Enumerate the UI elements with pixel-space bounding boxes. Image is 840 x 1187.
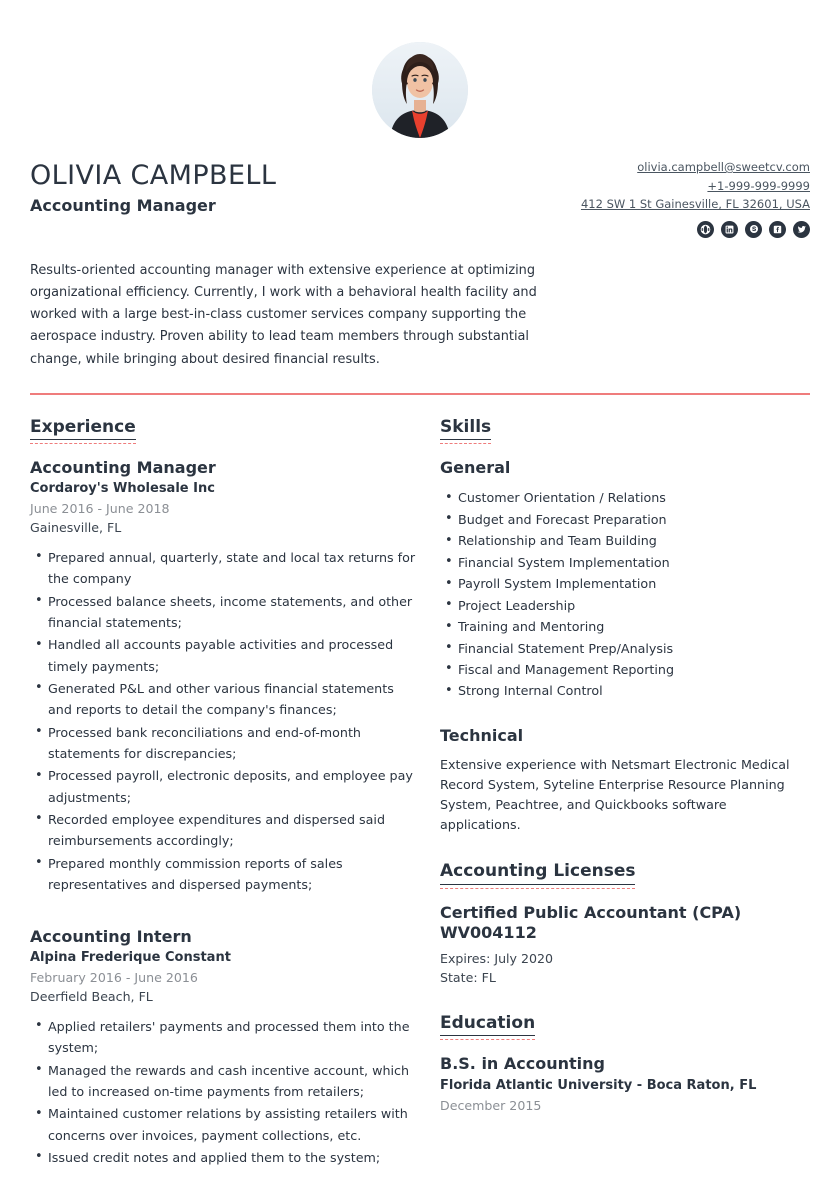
list-item: • Project Leadership [458,595,810,616]
right-column [435,417,810,1169]
experience-entry [30,927,417,1168]
avatar [372,42,468,138]
contact-phone[interactable]: +1-999-999-9999 [707,178,810,193]
twitter-icon[interactable] [793,221,810,238]
linkedin-icon[interactable] [721,221,738,238]
list-item: • Customer Orientation / Relations [458,487,810,508]
section-heading-skills: Skills [440,418,491,441]
experience-title: Accounting Intern [30,927,192,947]
section-education [440,1013,810,1116]
list-item: • Generated P&L and other various financial statements and reports to detail the company's finances; [48,678,417,721]
education-entry [440,1054,810,1116]
education-date: December 2015 [440,1098,542,1114]
section-heading-experience: Experience [30,418,136,441]
social-links [581,221,810,238]
profile-summary: Results-oriented accounting manager with extensive experience at optimizing organizational efficiency. Currently, I work with a behavioral health facility and worked with a large best-in-class customer services company supporting the aerospace industry. Proven ability to lead team members through substantial change, while bringing about desired financial results. [30,262,537,367]
job-title: Accounting Manager [30,195,216,215]
list-item: • Prepared annual, quarterly, state and local tax returns for the company [48,547,417,590]
general-skill-list [440,487,810,702]
license-title: Certified Public Accountant (CPA) WV004112 [440,902,742,942]
technical-description: Extensive experience with Netsmart Electronic Medical Record System, Syteline Enterprise Resource Planning System, Peachtree, and Quickbooks software applications. [440,756,790,833]
facebook-icon[interactable] [769,221,786,238]
section-licenses [440,861,810,987]
licenses-body [440,885,810,987]
experience-bullets [30,1016,417,1168]
contact-email[interactable]: olivia.campbell@sweetcv.com [637,160,810,174]
list-item: • Recorded employee expenditures and dispersed said reimbursements accordingly; [48,809,417,852]
skype-icon[interactable] [745,221,762,238]
experience-title: Accounting Manager [30,458,216,478]
page-title: OLIVIA CAMPBELL [30,160,277,191]
license-meta [440,950,810,987]
experience-organization: Cordaroy's Wholesale Inc [30,481,215,497]
profile-photo-container [30,0,810,138]
list-item: • Strong Internal Control [458,680,810,701]
experience-dates: June 2016 - June 2018 [30,501,170,517]
experience-organization: Alpina Frederique Constant [30,950,231,966]
resume-header [30,138,810,238]
section-experience [30,417,417,1168]
education-degree: B.S. in Accounting [440,1054,605,1074]
education-school: Florida Atlantic University - Boca Raton, FL [440,1078,757,1094]
section-skills [440,417,810,835]
skills-technical [440,726,810,835]
avatar-illustration [372,42,468,138]
experience-location: Gainesville, FL [30,520,122,536]
list-item: • Processed bank reconciliations and end-of-month statements for discrepancies; [48,722,417,765]
section-heading-education: Education [440,1014,535,1037]
website-icon[interactable] [697,221,714,238]
list-item: • Issued credit notes and applied them to the system; [48,1147,417,1168]
list-item: • Budget and Forecast Preparation [458,509,810,530]
skills-body [440,440,810,835]
list-item: • Training and Mentoring [458,616,810,637]
education-body [440,1036,810,1116]
section-heading-licenses: Accounting Licenses [440,862,635,885]
list-item: • Relationship and Team Building [458,530,810,551]
left-column [30,417,435,1169]
list-item: • Applied retailers' payments and processed them into the system; [48,1016,417,1059]
contact-address[interactable]: 412 SW 1 St Gainesville, FL 32601, USA [580,197,810,212]
subheading-general: General [440,458,511,478]
license-entry [440,903,810,987]
contact-block [581,156,810,238]
experience-bullets [30,547,417,895]
list-item: • Handled all accounts payable activities and processed timely payments; [48,634,417,677]
list-item: • Processed payroll, electronic deposits, and employee pay adjustments; [48,765,417,808]
list-item: • Fiscal and Management Reporting [458,659,810,680]
list-item: • Prepared monthly commission reports of sales representatives and dispersed payments; [48,853,417,896]
list-item: • Managed the rewards and cash incentive account, which led to increased on-time payments from retailers; [48,1060,417,1103]
license-expires: Expires: July 2020 [440,951,554,967]
experience-entries [30,440,417,1168]
list-item: • Processed balance sheets, income statements, and other financial statements; [48,591,417,634]
skills-general [440,458,810,702]
list-item: • Maintained customer relations by assisting retailers with concerns over invoices, payment collections, etc. [48,1103,417,1146]
experience-location: Deerfield Beach, FL [30,988,153,1004]
list-item: • Payroll System Implementation [458,573,810,594]
subheading-technical: Technical [440,725,524,745]
license-state: State: FL [440,969,496,985]
experience-entry [30,458,417,895]
list-item: • Financial Statement Prep/Analysis [458,638,810,659]
experience-dates: February 2016 - June 2016 [30,970,198,986]
content-columns [30,395,810,1169]
list-item: • Financial System Implementation [458,552,810,573]
identity-block [30,156,276,215]
